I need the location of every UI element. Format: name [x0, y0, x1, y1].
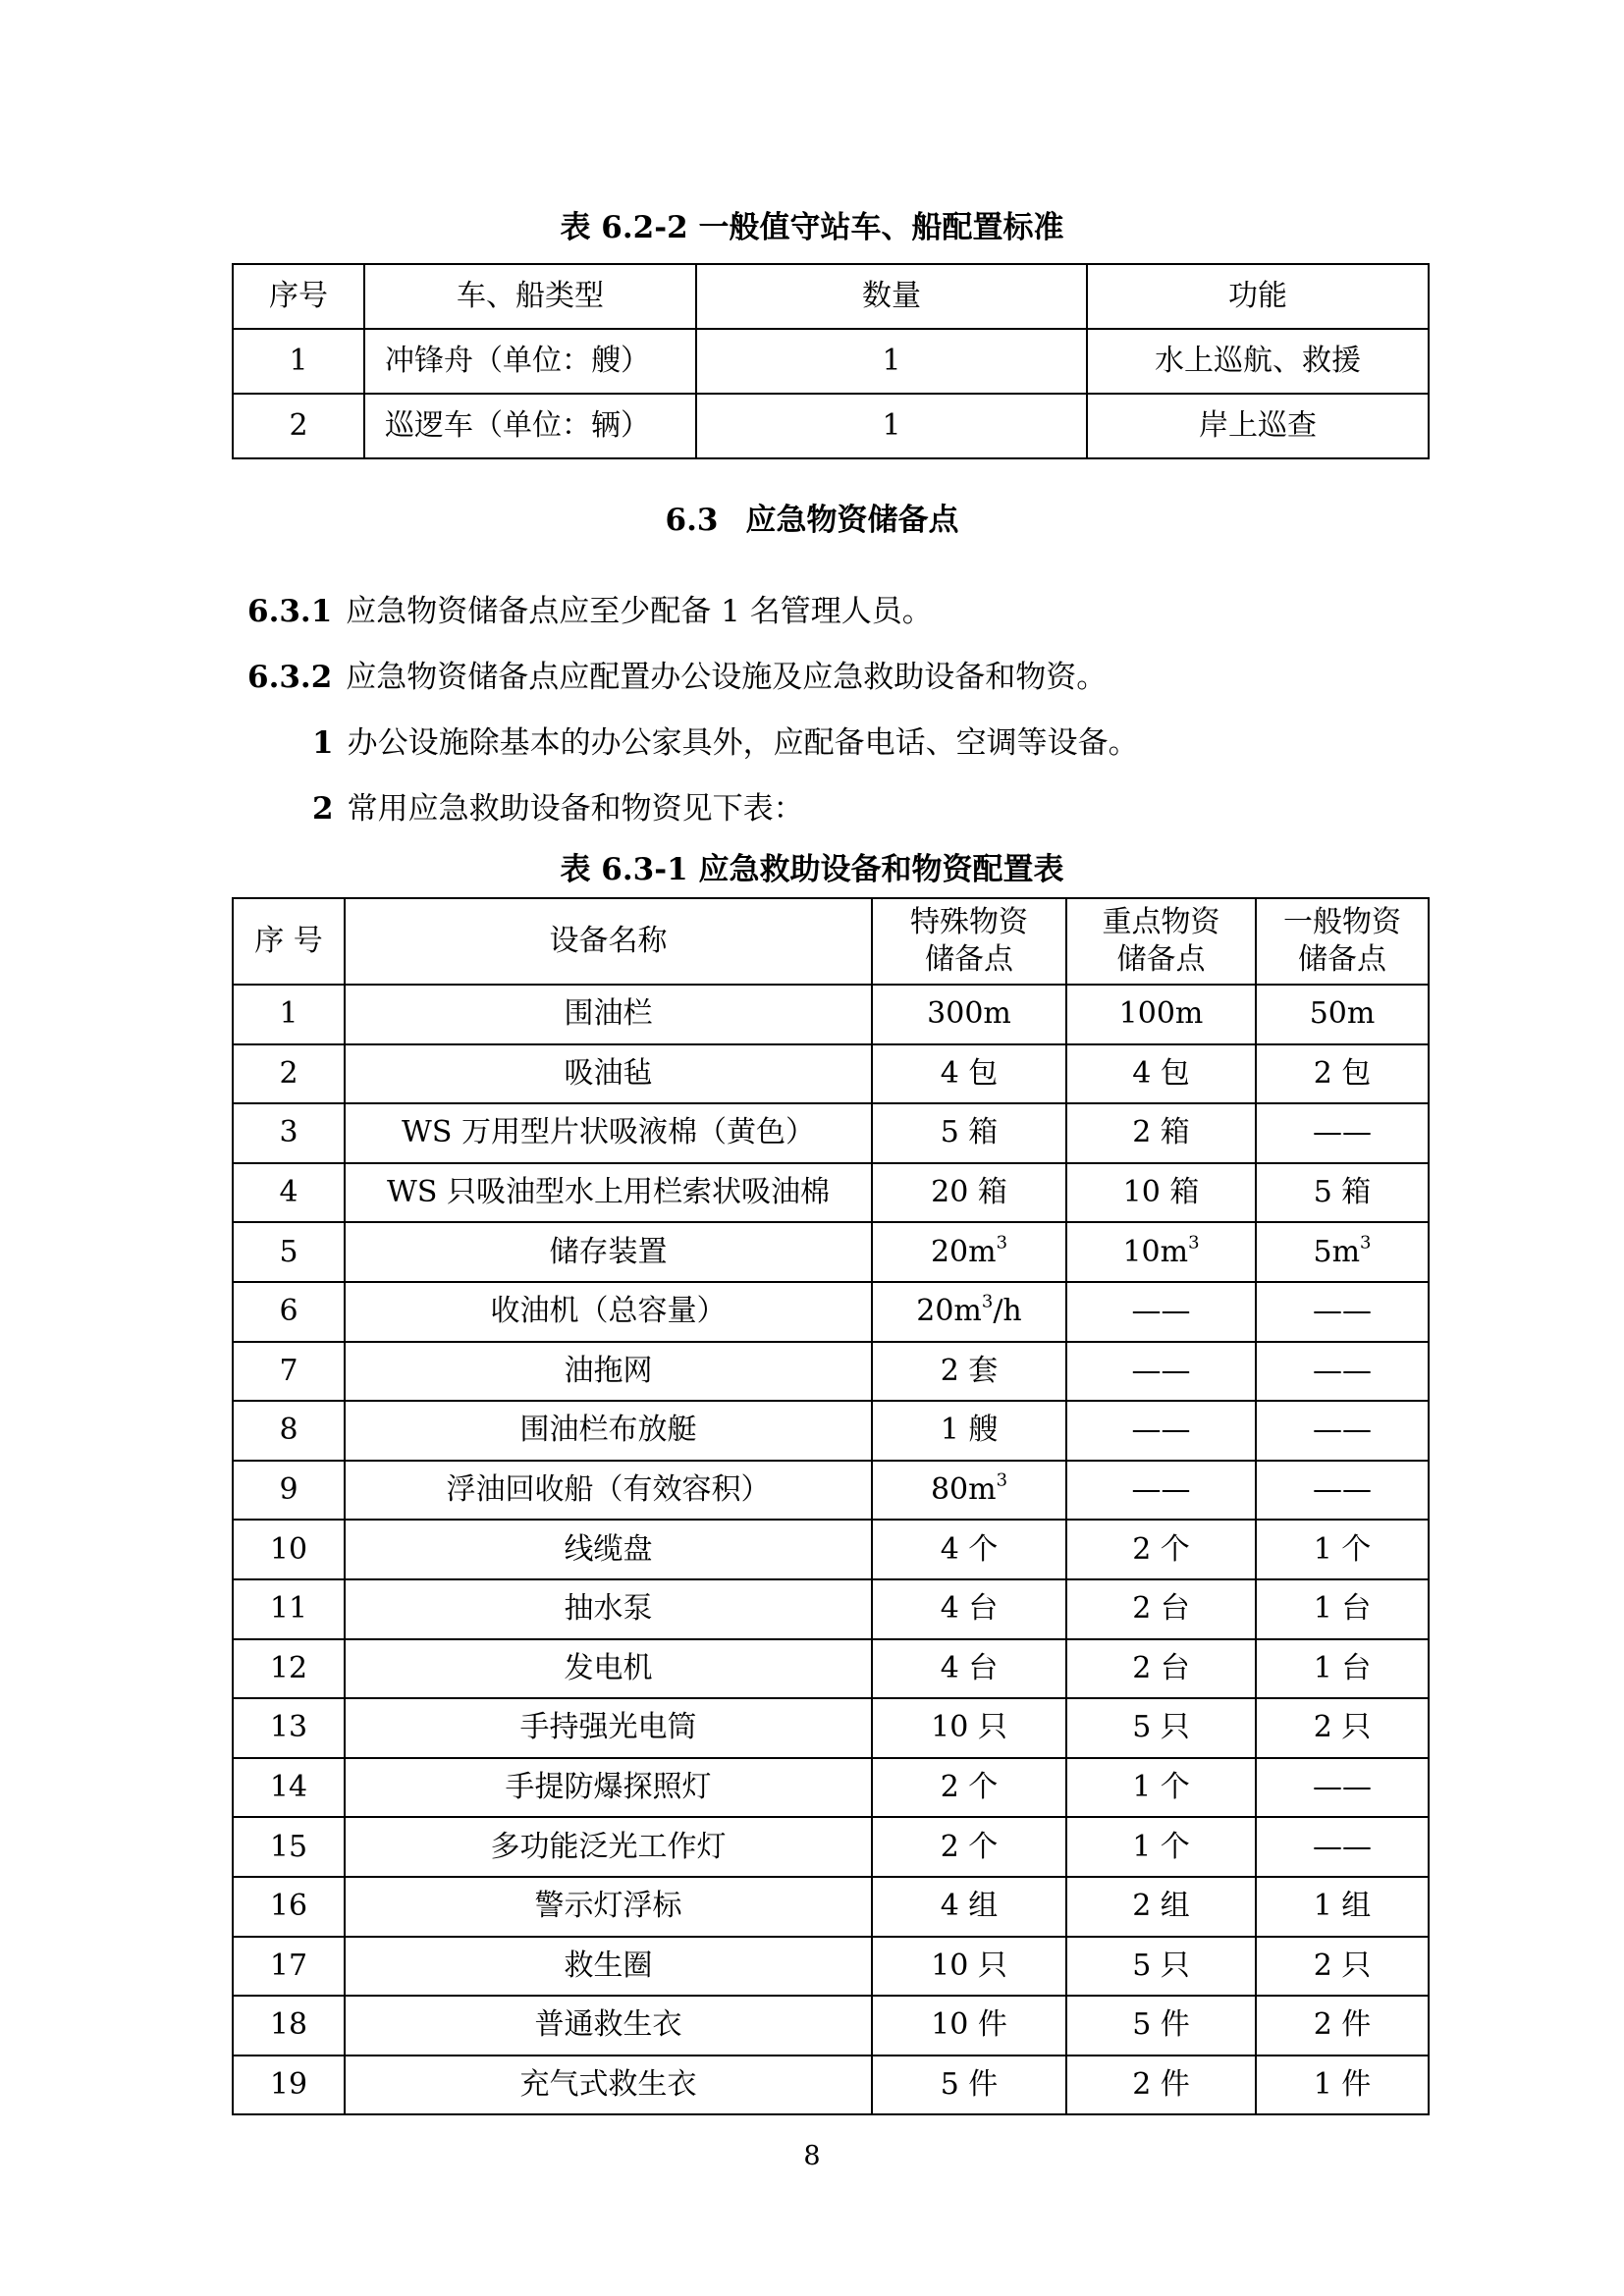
cell-general: 50m	[1256, 985, 1429, 1044]
cell-key: $10m^3$	[1066, 1222, 1256, 1282]
cell-special: $20m^3/h$	[872, 1282, 1066, 1342]
cell-name: 普通救生衣	[345, 1996, 872, 2056]
table-row	[233, 1520, 1429, 1579]
cell-general: ——	[1256, 1103, 1429, 1163]
cell-name: 围油栏	[345, 985, 872, 1044]
cell-quantity: 1	[696, 394, 1087, 458]
cell-general: $5m^3$	[1256, 1222, 1429, 1282]
cell-name: 储存装置	[345, 1222, 872, 1282]
cell-name: 救生圈	[345, 1937, 872, 1997]
cell-special: 10 只	[872, 1937, 1066, 1997]
cell-special: 300m	[872, 985, 1066, 1044]
cell-index: 1	[233, 985, 345, 1044]
cell-name: 发电机	[345, 1639, 872, 1699]
table-row	[233, 1579, 1429, 1639]
section-heading	[0, 501, 1624, 540]
cell-index: 7	[233, 1342, 345, 1402]
cell-key: 100m	[1066, 985, 1256, 1044]
cell-index: 17	[233, 1937, 345, 1997]
cell-special: $80m^3$	[872, 1461, 1066, 1521]
cell-general: 2 只	[1256, 1698, 1429, 1758]
list-item	[312, 723, 1139, 763]
table-row	[233, 1698, 1429, 1758]
cell-general: 5 箱	[1256, 1163, 1429, 1223]
header-special-depot: 特殊物资 储备点	[872, 898, 1066, 985]
table-row	[233, 1282, 1429, 1342]
table-row	[233, 1996, 1429, 2056]
header-key-depot: 重点物资 储备点	[1066, 898, 1256, 985]
cell-name: 围油栏布放艇	[345, 1401, 872, 1461]
cell-function: 岸上巡查	[1087, 394, 1429, 458]
cell-name: 收油机（总容量）	[345, 1282, 872, 1342]
cell-general: 1 组	[1256, 1877, 1429, 1937]
table-row	[233, 329, 1429, 394]
table-row	[233, 1044, 1429, 1104]
table-row	[233, 1758, 1429, 1818]
cell-name: 线缆盘	[345, 1520, 872, 1579]
cell-special: 4 台	[872, 1579, 1066, 1639]
equipment-config-table	[232, 897, 1430, 2115]
cell-index: 3	[233, 1103, 345, 1163]
cell-general: 2 只	[1256, 1937, 1429, 1997]
cell-name: 手提防爆探照灯	[345, 1758, 872, 1818]
item-number: 2	[312, 791, 334, 827]
cell-type: 冲锋舟（单位：艘）	[364, 329, 696, 394]
cell-key: ——	[1066, 1342, 1256, 1402]
cell-special: 4 台	[872, 1639, 1066, 1699]
cell-special: 1 艘	[872, 1401, 1066, 1461]
cell-general: 1 个	[1256, 1520, 1429, 1579]
cell-key: 2 组	[1066, 1877, 1256, 1937]
cell-key: ——	[1066, 1401, 1256, 1461]
header-quantity: 数量	[696, 264, 1087, 329]
header-general-depot: 一般物资 储备点	[1256, 898, 1429, 985]
cell-name: 油拖网	[345, 1342, 872, 1402]
cell-index: 4	[233, 1163, 345, 1223]
cell-special: 2 个	[872, 1758, 1066, 1818]
clause-text: 应急物资储备点应至少配备 1 名管理人员。	[346, 594, 933, 629]
table-row	[233, 1401, 1429, 1461]
cell-special: 4 包	[872, 1044, 1066, 1104]
page-number: 8	[803, 2141, 821, 2171]
cell-name: 浮油回收船（有效容积）	[345, 1461, 872, 1521]
clause-6-3-2	[247, 658, 1107, 697]
header-type: 车、船类型	[364, 264, 696, 329]
table-row	[233, 1222, 1429, 1282]
cell-key: 5 只	[1066, 1937, 1256, 1997]
cell-key: 2 件	[1066, 2056, 1256, 2115]
cell-name: 抽水泵	[345, 1579, 872, 1639]
table-row	[233, 985, 1429, 1044]
cell-index: 18	[233, 1996, 345, 2056]
cell-key: 2 台	[1066, 1639, 1256, 1699]
header-function: 功能	[1087, 264, 1429, 329]
table-row	[233, 394, 1429, 458]
cell-name: 充气式救生衣	[345, 2056, 872, 2115]
table-header-row	[233, 898, 1429, 985]
table-row	[233, 1163, 1429, 1223]
cell-general: 1 件	[1256, 2056, 1429, 2115]
header-index: 序号	[233, 264, 364, 329]
cell-key: 2 箱	[1066, 1103, 1256, 1163]
cell-key: 5 只	[1066, 1698, 1256, 1758]
cell-quantity: 1	[696, 329, 1087, 394]
cell-special: 10 只	[872, 1698, 1066, 1758]
cell-key: 10 箱	[1066, 1163, 1256, 1223]
cell-index: 14	[233, 1758, 345, 1818]
cell-special: 4 个	[872, 1520, 1066, 1579]
cell-index: 2	[233, 1044, 345, 1104]
cell-special: 5 件	[872, 2056, 1066, 2115]
cell-special: 4 组	[872, 1877, 1066, 1937]
header-index: 序 号	[233, 898, 345, 985]
cell-general: ——	[1256, 1342, 1429, 1402]
cell-index: 1	[233, 329, 364, 394]
cell-index: 12	[233, 1639, 345, 1699]
table-row	[233, 1639, 1429, 1699]
cell-key: 2 台	[1066, 1579, 1256, 1639]
cell-special: 10 件	[872, 1996, 1066, 2056]
section-title: 应急物资储备点	[745, 503, 959, 538]
section-number: 6.3	[665, 503, 719, 538]
table-row	[233, 2056, 1429, 2115]
item-text: 办公设施除基本的办公家具外，应配备电话、空调等设备。	[347, 725, 1139, 761]
cell-general: ——	[1256, 1282, 1429, 1342]
cell-index: 16	[233, 1877, 345, 1937]
header-equipment-name: 设备名称	[345, 898, 872, 985]
cell-special: 2 套	[872, 1342, 1066, 1402]
cell-key: 1 个	[1066, 1758, 1256, 1818]
cell-index: 15	[233, 1817, 345, 1877]
cell-special: 5 箱	[872, 1103, 1066, 1163]
table-row	[233, 1461, 1429, 1521]
cell-special: 20 箱	[872, 1163, 1066, 1223]
cell-index: 8	[233, 1401, 345, 1461]
cell-index: 11	[233, 1579, 345, 1639]
cell-general: 1 台	[1256, 1639, 1429, 1699]
cell-general: 2 件	[1256, 1996, 1429, 2056]
cell-general: 2 包	[1256, 1044, 1429, 1104]
table-row	[233, 1937, 1429, 1997]
cell-name: 警示灯浮标	[345, 1877, 872, 1937]
cell-key: 5 件	[1066, 1996, 1256, 2056]
table2-caption: 表 6.3-1 应急救助设备和物资配置表	[560, 852, 1064, 887]
cell-index: 9	[233, 1461, 345, 1521]
cell-name: 吸油毡	[345, 1044, 872, 1104]
cell-special: $20m^3$	[872, 1222, 1066, 1282]
table-row	[233, 1103, 1429, 1163]
cell-key: 1 个	[1066, 1817, 1256, 1877]
cell-index: 2	[233, 394, 364, 458]
cell-index: 13	[233, 1698, 345, 1758]
cell-name: WS 万用型片状吸液棉（黄色）	[345, 1103, 872, 1163]
cell-key: ——	[1066, 1282, 1256, 1342]
cell-index: 10	[233, 1520, 345, 1579]
clause-number: 6.3.2	[247, 660, 333, 695]
cell-index: 6	[233, 1282, 345, 1342]
clause-text: 应急物资储备点应配置办公设施及应急救助设备和物资。	[346, 660, 1108, 695]
clause-number: 6.3.1	[247, 594, 333, 629]
cell-general: ——	[1256, 1817, 1429, 1877]
cell-name: 多功能泛光工作灯	[345, 1817, 872, 1877]
table-row	[233, 1817, 1429, 1877]
cell-name: WS 只吸油型水上用栏索状吸油棉	[345, 1163, 872, 1223]
cell-key: 2 个	[1066, 1520, 1256, 1579]
cell-function: 水上巡航、救援	[1087, 329, 1429, 394]
cell-index: 5	[233, 1222, 345, 1282]
cell-general: ——	[1256, 1758, 1429, 1818]
vehicle-boat-standard-table	[232, 263, 1430, 459]
clause-6-3-1	[247, 592, 933, 631]
table-header-row	[233, 264, 1429, 329]
cell-index: 19	[233, 2056, 345, 2115]
table-row	[233, 1342, 1429, 1402]
cell-key: 4 包	[1066, 1044, 1256, 1104]
cell-general: 1 台	[1256, 1579, 1429, 1639]
cell-special: 2 个	[872, 1817, 1066, 1877]
list-item	[312, 789, 804, 828]
cell-name: 手持强光电筒	[345, 1698, 872, 1758]
cell-key: ——	[1066, 1461, 1256, 1521]
cell-general: ——	[1256, 1461, 1429, 1521]
item-text: 常用应急救助设备和物资见下表：	[347, 791, 804, 827]
item-number: 1	[312, 725, 334, 761]
table-row	[233, 1877, 1429, 1937]
cell-type: 巡逻车（单位：辆）	[364, 394, 696, 458]
cell-general: ——	[1256, 1401, 1429, 1461]
table1-caption: 表 6.2-2 一般值守站车、船配置标准	[560, 210, 1064, 245]
